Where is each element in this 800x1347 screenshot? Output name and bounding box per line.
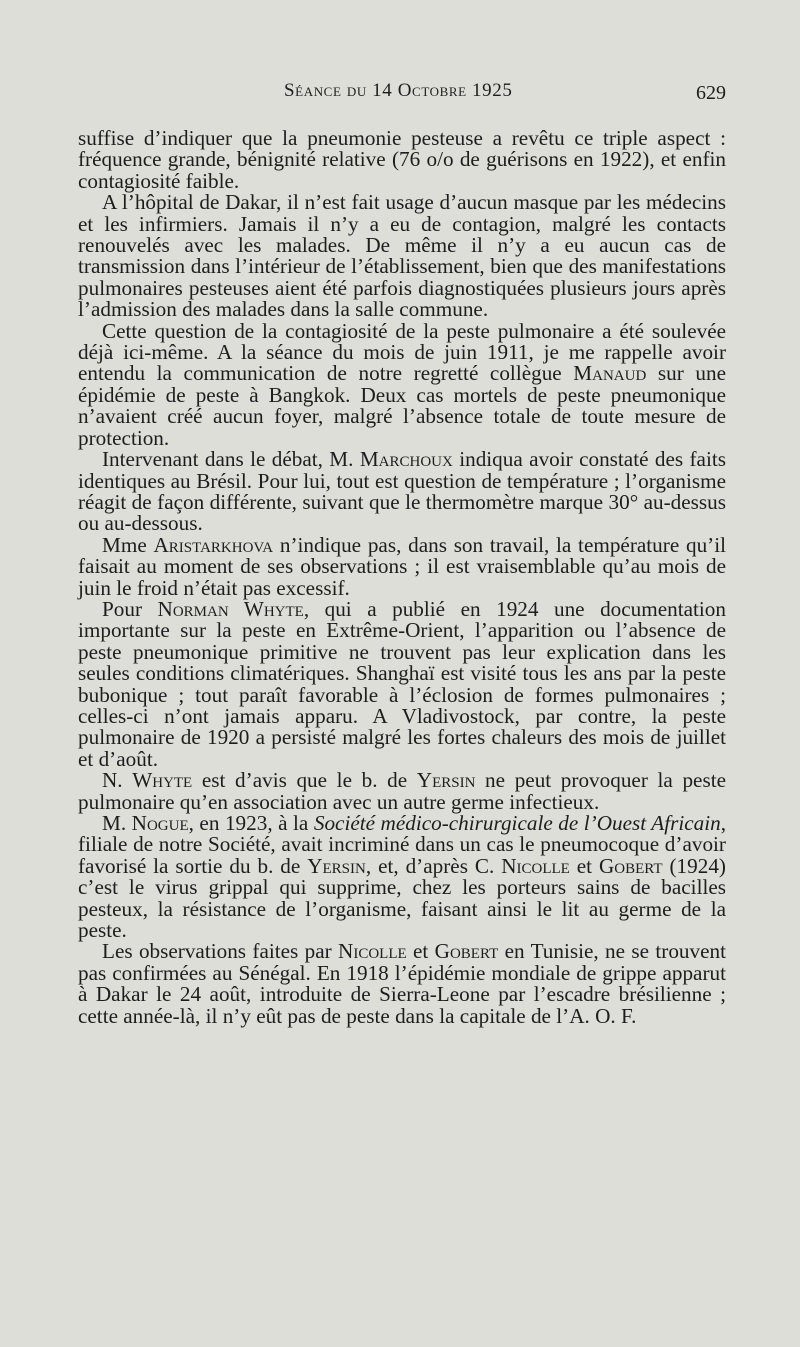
author-name: Aristarkhova <box>153 532 274 557</box>
page-number: 629 <box>696 82 726 104</box>
body-text <box>78 128 726 1027</box>
page-header <box>76 80 726 110</box>
paragraph-5: Mme Aristarkhova n’indique pas, dans son travail, la température qu’il faisait au moment de ses observations ; il est vraisemblable qu’au mois de juin le froid n’était pas excessif. <box>78 532 726 600</box>
author-name: Yersin <box>307 853 366 878</box>
paragraph-9: Les observations faites par Nicolle et Gobert en Tunisie, ne se trouvent pas confirmées au Sénégal. En 1918 l’épidémie mondiale de grippe apparut à Dakar le 24 août, introduite de Sierra-Leone par l’escadre brésilienne ; cette année-là, il n’y eût pas de peste dans la capitale de l’A. O. F. <box>78 939 726 1028</box>
author-name: Norman Whyte <box>157 596 304 621</box>
author-name: Nogue <box>131 811 189 835</box>
author-name: Marchoux <box>359 447 453 472</box>
author-name: Nicolle <box>338 939 407 964</box>
paragraph-3: Cette question de la contagiosité de la peste pulmonaire a été soulevée déjà ici-même. A la séance du mois de juin 1911, je me rappelle avoir entendu la communication de notre regretté collègue Manaud sur une épidémie de peste à Bangkok. Deux cas mortels de peste pneumonique n’avaient créé aucun foyer, malgré l’absence totale de toute mesure de protection. <box>78 318 726 450</box>
author-name: Manaud <box>573 361 647 386</box>
author-name: Nicolle <box>501 853 570 878</box>
author-name: Whyte <box>132 768 193 793</box>
running-title: Séance du 14 Octobre 1925 <box>284 80 513 101</box>
author-name: Yersin <box>416 768 476 793</box>
society-name: Société médico-chirurgicale de l’Ouest Africain <box>313 811 721 835</box>
author-name: Gobert <box>434 939 499 964</box>
paragraph-1: suffise d’indiquer que la pneumonie pesteuse a revêtu ce triple aspect : fréquence grande, bénignité relative (76 o/o de guérisons en 1922), et enfin contagiosité faible. <box>78 126 726 193</box>
paragraph-4: Intervenant dans le débat, M. Marchoux indiqua avoir constaté des faits identiques au Brésil. Pour lui, tout est question de température ; l’organisme réagit de façon différente, suivant que le thermomètre marque 30° au-dessus ou au-dessous. <box>78 447 726 536</box>
author-name: Gobert <box>598 853 663 878</box>
paragraph-6: Pour Norman Whyte, qui a publié en 1924 une documentation importante sur la peste en Extrême-Orient, l’apparition ou l’absence de peste pneumonique primitive ne trouvent pas leur explication dans les seules conditions climatériques. Shanghaï est visité tous les ans par la peste bubonique ; tout paraît favorable à l’éclosion de formes pulmonaires ; celles-ci n’ont jamais apparu. A Vladivostock, par contre, la peste pulmonaire de 1920 a persisté malgré les fortes chaleurs des mois de juillet et d’août. <box>78 596 726 771</box>
paragraph-7: N. Whyte est d’avis que le b. de Yersin ne peut provoquer la peste pulmonaire qu’en association avec un autre germe infectieux. <box>78 768 726 814</box>
paragraph-2: A l’hôpital de Dakar, il n’est fait usage d’aucun masque par les médecins et les infirmiers. Jamais il n’y a eu de contagion, malgré les contacts renouvelés avec les malades. De même il n’y a eu aucun cas de transmission dans l’intérieur de l’établissement, bien que des manifestations pulmonaires pesteuses aient été parfois diagnostiquées plusieurs jours après l’admission des malades dans la salle commune. <box>78 190 726 322</box>
paragraph-8: M. Nogue, en 1923, à la Société médico-chirurgicale de l’Ouest Africain, filiale de notre Société, avait incriminé dans un cas le pneumocoque d’avoir favorisé la sortie du b. de Yersin, et, d’après C. Nicolle et Gobert (1924) c’est le virus grippal qui supprime, chez les porteurs sains de bacilles pesteux, la résistance de l’organisme, faisant ainsi le lit au germe de la peste. <box>78 811 726 943</box>
